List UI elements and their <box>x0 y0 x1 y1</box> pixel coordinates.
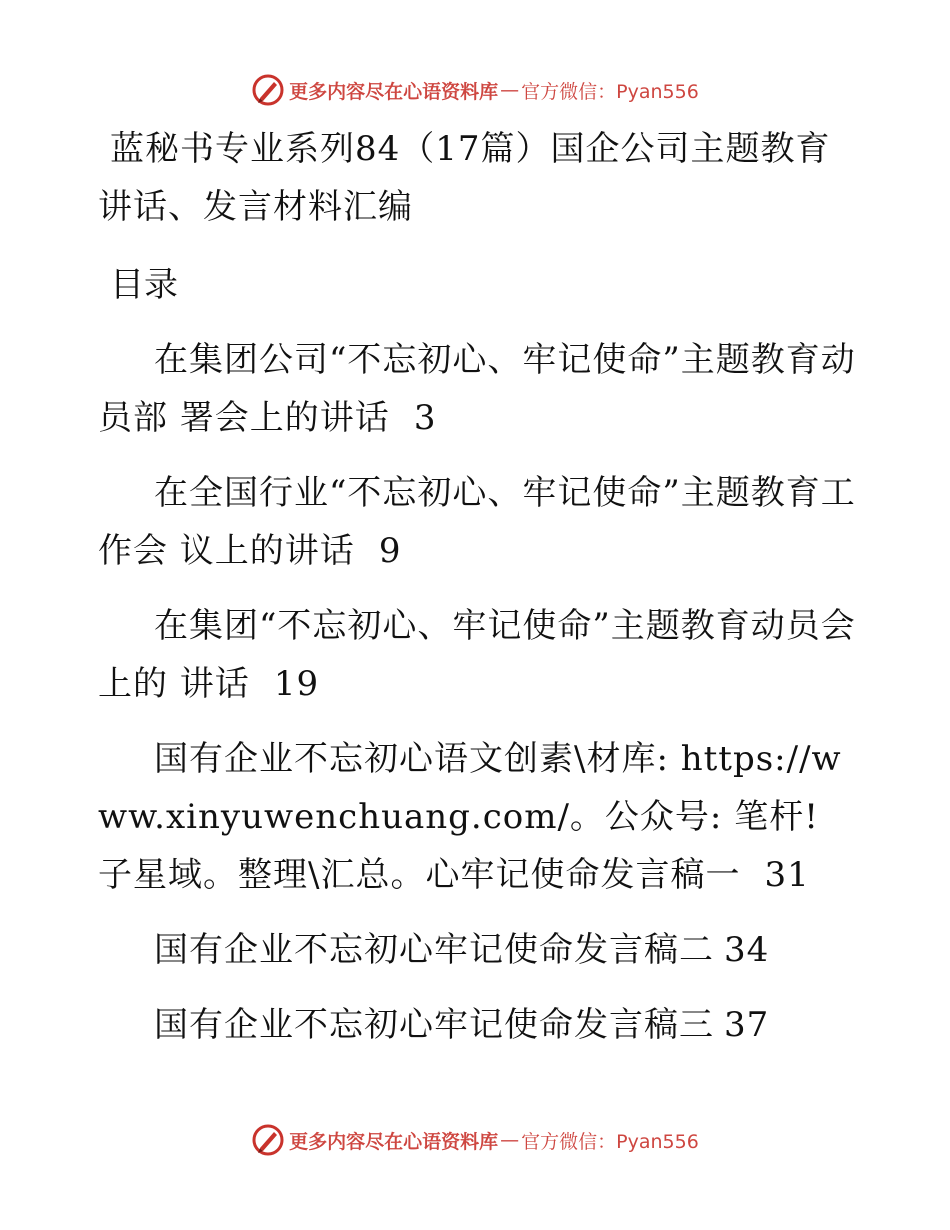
watermark-text: 更多内容尽在心语资料库 <box>289 80 499 103</box>
toc-item-page: 34 <box>724 930 770 970</box>
watermark-separator: — <box>500 79 520 101</box>
toc-item[interactable] <box>98 331 858 447</box>
toc-item[interactable] <box>98 464 858 580</box>
header-watermark <box>0 70 950 110</box>
toc-item-page: 19 <box>273 664 320 704</box>
watermark-account: 官方微信：Pyan556 <box>521 1130 699 1153</box>
toc-heading: 目录 <box>110 265 178 305</box>
toc-item-page: 3 <box>413 398 437 438</box>
toc-item-text: 在集团公司“不忘初心、牢记使命”主题教育动员部 署会上的讲话 <box>98 340 856 438</box>
toc-item-text: 国有企业不忘初心语文创素\材库: https://www.xinyuwenchuang.com/。公众号: 笔杆! 子星域。整理\汇总。心牢记使命发言稿一 <box>98 739 842 895</box>
document-body <box>98 120 858 1054</box>
toc-item-page: 9 <box>378 531 402 571</box>
toc-item-text: 国有企业不忘初心牢记使命发言稿三 <box>154 1005 714 1045</box>
document-title: 蓝秘书专业系列84（17篇）国企公司主题教育讲话、发言材料汇编 <box>98 129 831 227</box>
pen-logo-icon <box>251 73 285 107</box>
toc-item[interactable] <box>98 730 858 904</box>
toc-item[interactable] <box>98 921 858 979</box>
toc-item-text: 在集团“不忘初心、牢记使命”主题教育动员会上的 讲话 <box>98 606 856 704</box>
toc-item-text: 国有企业不忘初心牢记使命发言稿二 <box>154 930 714 970</box>
footer-watermark <box>0 1120 950 1160</box>
pen-logo-icon <box>251 1123 285 1157</box>
toc-item-page: 37 <box>724 1005 770 1045</box>
toc-item[interactable] <box>98 996 858 1054</box>
watermark-account: 官方微信：Pyan556 <box>521 80 699 103</box>
toc-item[interactable] <box>98 597 858 713</box>
watermark-text: 更多内容尽在心语资料库 <box>289 1130 499 1153</box>
toc-item-page: 31 <box>764 855 810 895</box>
watermark-separator: — <box>500 1129 520 1151</box>
toc-item-text: 在全国行业“不忘初心、牢记使命”主题教育工作会 议上的讲话 <box>98 473 856 571</box>
